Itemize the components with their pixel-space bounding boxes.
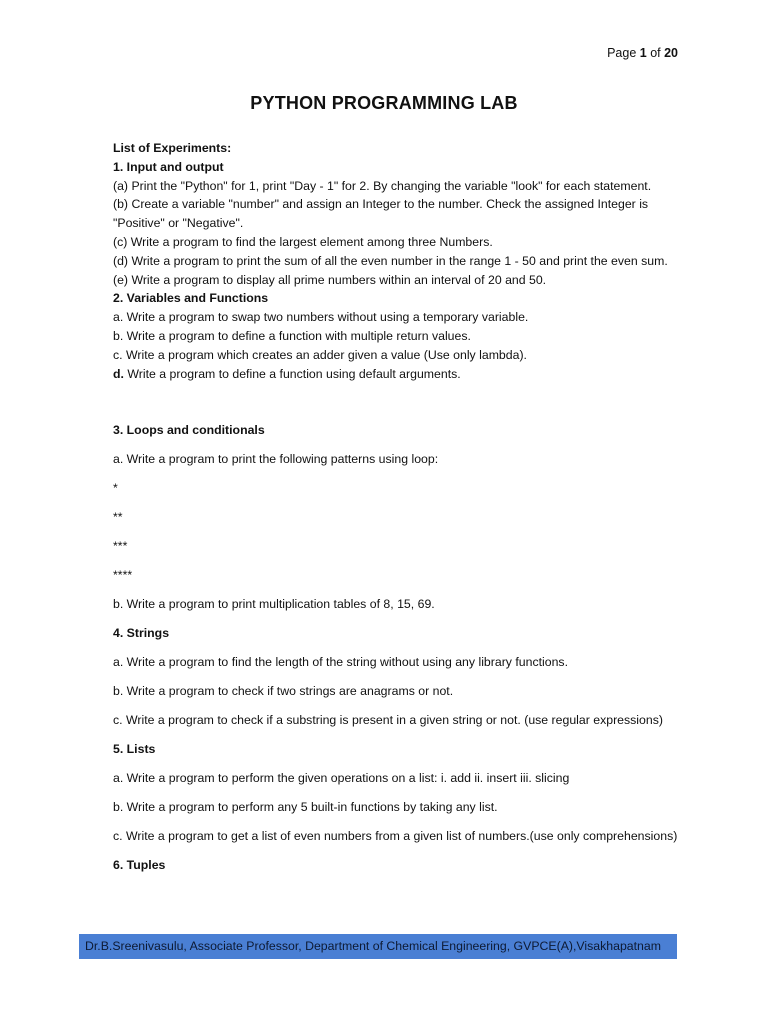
section-heading: 6. Tuples (113, 858, 166, 873)
list-item: b. Write a program to perform any 5 built-in functions by taking any list. (113, 800, 498, 815)
list-item: (a) Print the "Python" for 1, print "Day - 1" for 2. By changing the variable "look" for each statement. (113, 178, 652, 193)
list-item: b. Write a program to check if two strings are anagrams or not. (113, 684, 454, 699)
section-heading: 3. Loops and conditionals (113, 423, 265, 438)
section-heading: 5. Lists (113, 742, 156, 757)
pattern-line: *** (113, 539, 128, 554)
list-item: d. Write a program to define a function using default arguments. (113, 366, 461, 381)
list-item: a. Write a program to swap two numbers without using a temporary variable. (113, 310, 529, 325)
pattern-line: **** (113, 568, 133, 583)
page-number: Page 1 of 20 (607, 46, 678, 60)
footer-banner: Dr.B.Sreenivasulu, Associate Professor, Department of Chemical Engineering, GVPCE(A),Visakhapatnam (79, 934, 677, 959)
list-item: (e) Write a program to display all prime numbers within an interval of 20 and 50. (113, 272, 547, 287)
list-item: (c) Write a program to find the largest element among three Numbers. (113, 234, 493, 249)
list-item: c. Write a program to get a list of even numbers from a given list of numbers.(use only comprehensions) (113, 829, 678, 844)
section-heading: 1. Input and output (113, 159, 224, 174)
list-item: (d) Write a program to print the sum of all the even number in the range 1 - 50 and print the even sum. (113, 253, 668, 268)
list-item: a. Write a program to find the length of the string without using any library functions. (113, 655, 568, 670)
pattern-line: * (113, 481, 118, 496)
list-item: b. Write a program to define a function with multiple return values. (113, 328, 471, 343)
section-heading: 4. Strings (113, 626, 170, 641)
list-item: c. Write a program which creates an adder given a value (Use only lambda). (113, 347, 527, 362)
pattern-line: ** (113, 510, 123, 525)
list-item: c. Write a program to check if a substring is present in a given string or not. (use regular expressions) (113, 713, 663, 728)
section-heading: 2. Variables and Functions (113, 291, 269, 306)
document-title: PYTHON PROGRAMMING LAB (250, 93, 518, 113)
list-item: a. Write a program to perform the given operations on a list: i. add ii. insert iii. slicing (113, 771, 570, 786)
list-heading: List of Experiments: (113, 141, 232, 155)
list-item: b. Write a program to print multiplication tables of 8, 15, 69. (113, 597, 435, 612)
list-item: a. Write a program to print the following patterns using loop: (113, 452, 439, 467)
list-item: (b) Create a variable "number" and assign an Integer to the number. Check the assigned Integer is "Positive" or "Negative". (113, 197, 649, 231)
document-body (113, 139, 688, 875)
